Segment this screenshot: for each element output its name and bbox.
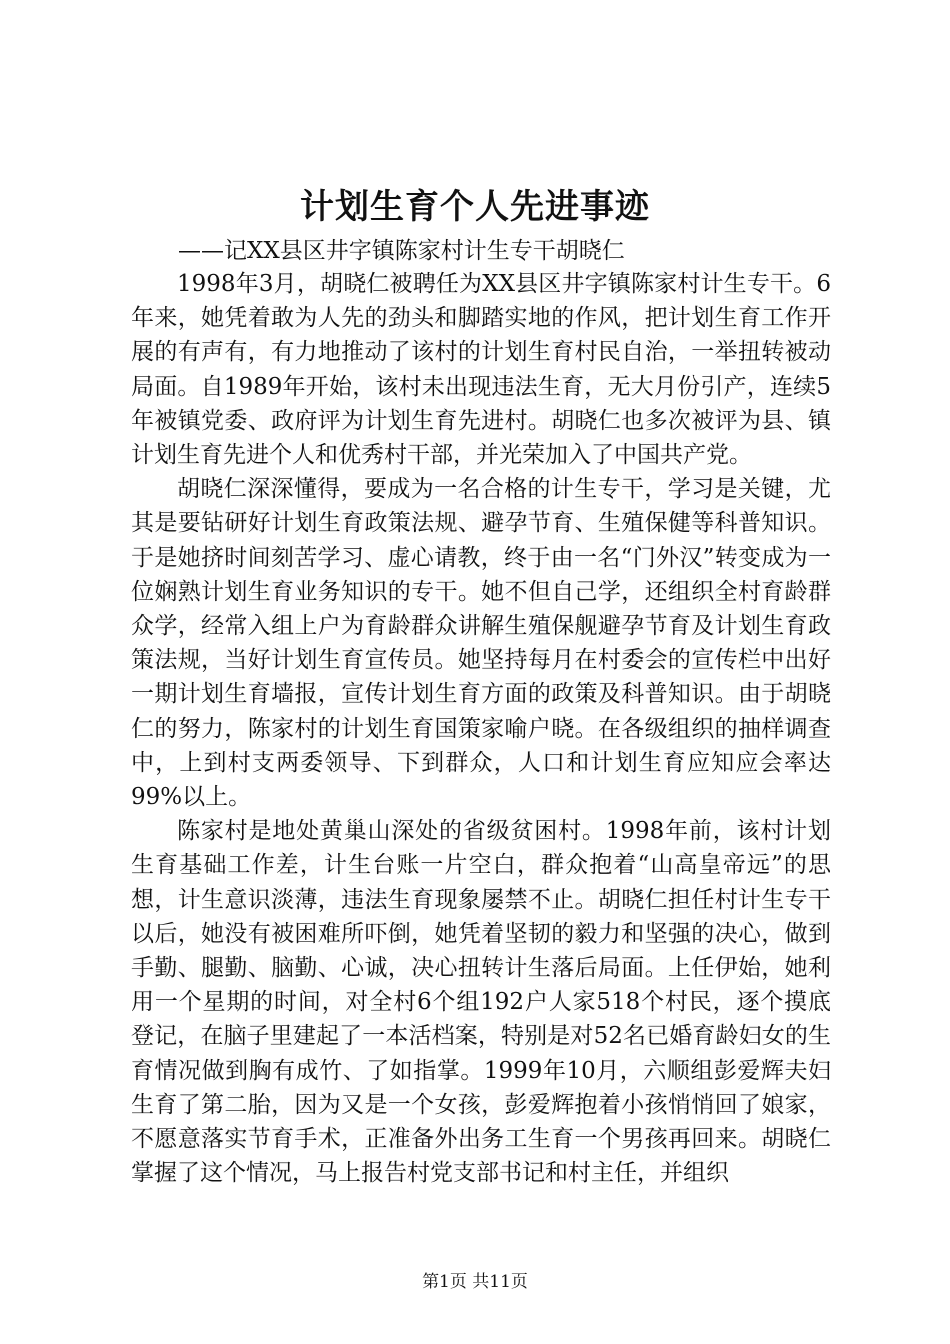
document-title: 计划生育个人先进事迹 bbox=[300, 187, 650, 227]
paragraph: 1998年3月，胡晓仁被聘任为XX县区井字镇陈家村计生专干。6年来，她凭着敢为人先的劲头和脚踏实地的作风，把计划生育工作开展的有声有，有力地推动了该村的计划生育村民自治，一举扭转被动局面。自1989年开始，该村未出现违法生育，无大月份引产，连续5年被镇党委、政府评为计划生育先进村。胡晓仁也多次被评为县、镇计划生育先进个人和优秀村干部，并光荣加入了中国共产党。 bbox=[131, 271, 831, 469]
document-body bbox=[131, 267, 831, 1190]
document-subtitle: ——记XX县区井字镇陈家村计生专干胡晓仁 bbox=[178, 238, 625, 264]
paragraph: 胡晓仁深深懂得，要成为一名合格的计生专干，学习是关键，尤其是要钻研好计划生育政策法规、避孕节育、生殖保健等科普知识。于是她挤时间刻苦学习、虚心请教，终于由一名“门外汉”转变成为一位娴熟计划生育业务知识的专干。她不但自己学，还组织全村育龄群众学，经常入组上户为育龄群众讲解生殖保舰避孕节育及计划生育政策法规，当好计划生育宣传员。她坚持每月在村委会的宣传栏中出好一期计划生育墙报，宣传计划生育方面的政策及科普知识。由于胡晓仁的努力，陈家村的计划生育国策家喻户晓。在各级组织的抽样调查中，上到村支两委领导、下到群众，人口和计划生育应知应会率达99%以上。 bbox=[131, 476, 831, 811]
page-footer: 第1页 共11页 bbox=[422, 1272, 528, 1292]
paragraph: 陈家村是地处黄巢山深处的省级贫困村。1998年前，该村计划生育基础工作差，计生台账一片空白，群众抱着“山高皇帝远”的思想，计生意识淡薄，违法生育现象屡禁不止。胡晓仁担任村计生专干以后，她没有被困难所吓倒，她凭着坚韧的毅力和坚强的决心，做到手勤、腿勤、脑勤、心诚，决心扭转计生落后局面。上任伊始，她利用一个星期的时间，对全村6个组192户人家518个村民，逐个摸底登记，在脑子里建起了一本活档案，特别是对52名已婚育龄妇女的生育情况做到胸有成竹、了如指掌。1999年10月，六顺组彭爱辉夫妇生育了第二胎，因为又是一个女孩，彭爱辉抱着小孩悄悄回了娘家，不愿意落实节育手术，正准备外出务工生育一个男孩再回来。胡晓仁掌握了这个情况，马上报告村党支部书记和村主任，并组织 bbox=[131, 818, 831, 1187]
